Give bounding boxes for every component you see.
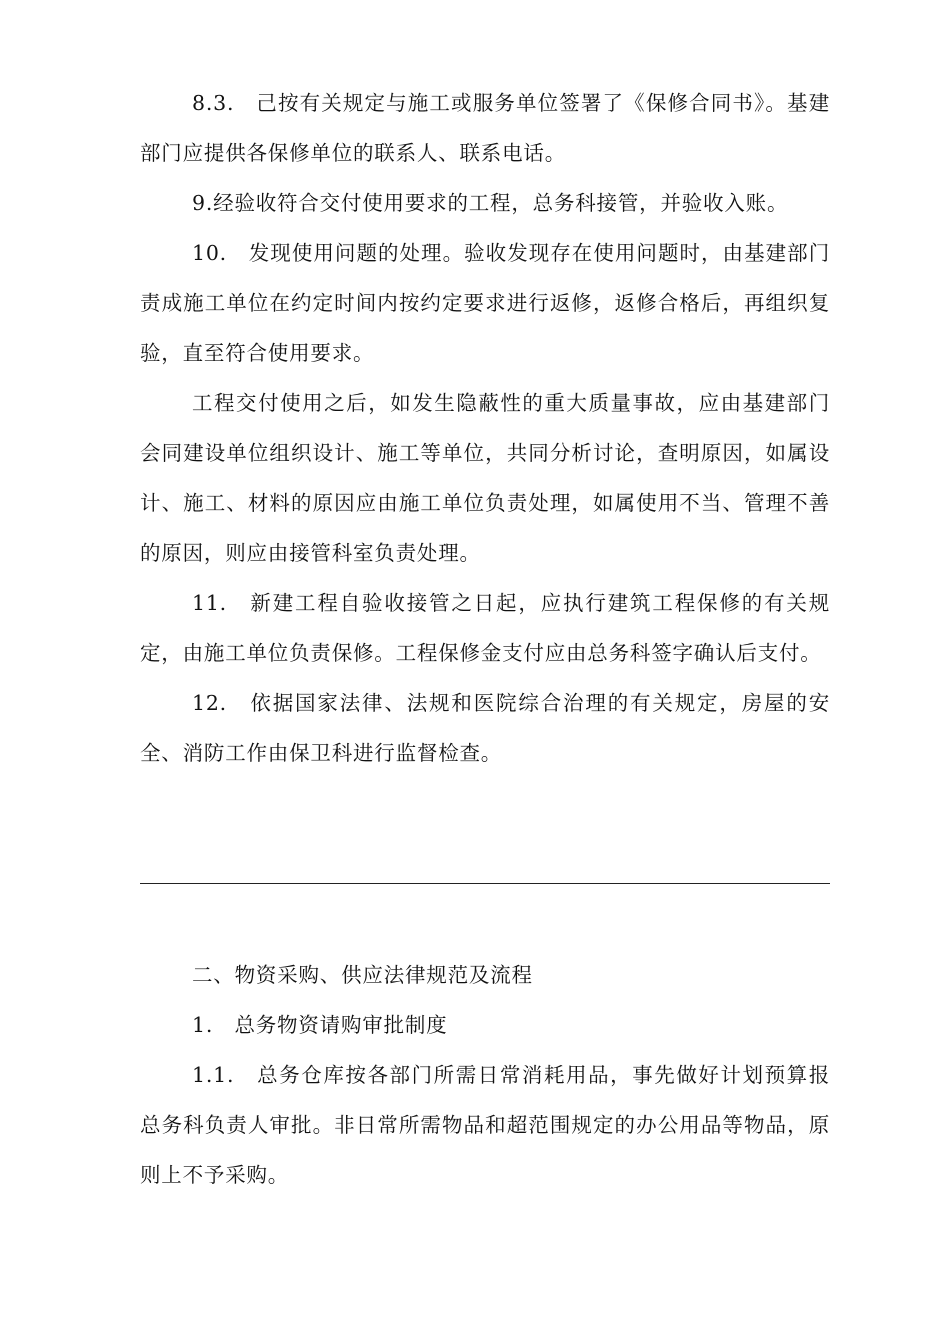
section-subheading: 1. 总务物资请购审批制度 [192, 1013, 448, 1037]
paragraph-9: 9.经验收符合交付使用要求的工程，总务科接管，并验收入账。 [192, 191, 789, 215]
paragraph-after-delivery: 工程交付使用之后，如发生隐蔽性的重大质量事故，应由基建部门会同建设单位组织设计、施工等单位，共同分析讨论，查明原因，如属设计、施工、材料的原因应由施工单位负责处理，如属使用不当、管理不善的原因，则应由接管科室负责处理。 [140, 391, 830, 565]
document-body-top [140, 78, 830, 778]
document-body-section-2 [140, 950, 830, 1200]
section-divider [140, 883, 830, 884]
paragraph-10: 10. 发现使用问题的处理。验收发现存在使用问题时，由基建部门责成施工单位在约定时间内按约定要求进行返修，返修合格后，再组织复验，直至符合使用要求。 [140, 241, 830, 365]
paragraph-8-3: 8.3. 己按有关规定与施工或服务单位签署了《保修合同书》。基建部门应提供各保修单位的联系人、联系电话。 [140, 91, 830, 165]
paragraph-1-1: 1.1. 总务仓库按各部门所需日常消耗用品，事先做好计划预算报总务科负责人审批。非日常所需物品和超范围规定的办公用品等物品，原则上不予采购。 [140, 1063, 830, 1187]
section-heading: 二、物资采购、供应法律规范及流程 [192, 963, 533, 987]
paragraph-11: 11. 新建工程自验收接管之日起，应执行建筑工程保修的有关规定，由施工单位负责保修。工程保修金支付应由总务科签字确认后支付。 [140, 591, 830, 665]
paragraph-12: 12. 依据国家法律、法规和医院综合治理的有关规定，房屋的安全、消防工作由保卫科进行监督检查。 [140, 691, 830, 765]
